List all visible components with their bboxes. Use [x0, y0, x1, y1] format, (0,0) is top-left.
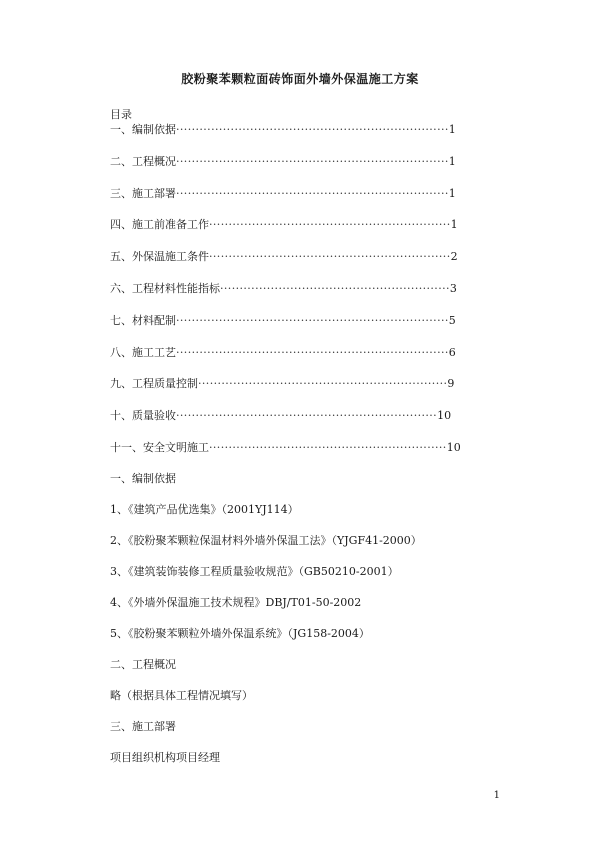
reference-item: 5、《胶粉聚苯颗粒外墙外保温系统》（JG158-2004）: [110, 627, 370, 640]
reference-item: 2、《胶粉聚苯颗粒保温材料外墙外保温工法》（YJGF41-2000）: [110, 534, 422, 547]
toc-entry-page: 1: [450, 218, 458, 232]
body-paragraph: 略（根据具体工程情况填写）: [110, 689, 253, 702]
section-heading: 三、施工部署: [110, 720, 176, 733]
toc-entry-page: 1: [448, 123, 456, 136]
toc-entry-page: 3: [449, 281, 457, 295]
toc-leader-dots: ······························································: [209, 250, 451, 264]
toc-entry: [110, 185, 456, 217]
toc-leader-dots: ·····························································: [209, 440, 447, 454]
toc-entry-label: 三、施工部署: [110, 186, 176, 200]
toc-entry: [110, 312, 456, 344]
toc-entry-label: 五、外保温施工条件: [110, 250, 209, 264]
toc-entry-page: 5: [448, 313, 456, 327]
toc-leader-dots: ······································································: [176, 186, 449, 200]
toc-entry-label: 二、工程概况: [110, 154, 176, 168]
toc-entry: [110, 153, 456, 185]
toc-entry-label: 九、工程质量控制: [110, 377, 198, 391]
toc-entry-label: 四、施工前准备工作: [110, 218, 209, 232]
toc-entry-page: 10: [437, 409, 452, 423]
reference-item: 3、《建筑装饰装修工程质量验收规范》（GB50210-2001）: [110, 565, 399, 578]
body-paragraph: 项目组织机构项目经理: [110, 751, 220, 764]
section-heading: 一、编制依据: [110, 472, 176, 485]
toc-entry-label: 六、工程材料性能指标: [110, 281, 220, 295]
toc-heading: 目录: [110, 108, 132, 121]
reference-item: 4、《外墙外保温施工技术规程》DBJ/T01-50-2002: [110, 596, 362, 609]
table-of-contents: [110, 121, 461, 471]
toc-entry-label: 一、编制依据: [110, 123, 176, 136]
toc-entry-page: 2: [450, 250, 458, 264]
toc-leader-dots: ······························································: [209, 218, 451, 232]
toc-entry-page: 1: [448, 154, 456, 168]
document-body: [110, 470, 530, 780]
toc-entry-label: 十、质量验收: [110, 409, 176, 423]
toc-entry: [110, 280, 457, 312]
toc-entry: [110, 248, 458, 280]
toc-entry: [110, 216, 458, 248]
toc-entry: [110, 407, 450, 439]
page-number: 1: [493, 790, 500, 801]
toc-entry: [110, 439, 461, 471]
toc-entry-label: 十一、安全文明施工: [110, 440, 209, 454]
toc-entry: [110, 344, 456, 376]
toc-leader-dots: ······································································: [176, 313, 449, 327]
toc-entry-page: 6: [448, 345, 456, 359]
section-heading: 二、工程概况: [110, 658, 176, 671]
toc-entry-label: 八、施工工艺: [110, 345, 176, 359]
reference-item: 1、《建筑产品优选集》（2001YJ114）: [110, 503, 299, 516]
toc-entry-page: 9: [447, 377, 455, 391]
toc-leader-dots: ······································································: [176, 123, 449, 136]
toc-leader-dots: ······································································: [176, 154, 449, 168]
toc-entry: [110, 375, 455, 407]
document-title: 胶粉聚苯颗粒面砖饰面外墙外保温施工方案: [181, 72, 419, 86]
toc-leader-dots: ······································································: [176, 345, 449, 359]
toc-entry-page: 1: [448, 186, 456, 200]
toc-entry-page: 10: [446, 440, 461, 454]
toc-leader-dots: ···································································: [176, 409, 438, 423]
toc-leader-dots: ································································: [198, 377, 448, 391]
toc-entry: [110, 121, 456, 153]
toc-entry-label: 七、材料配制: [110, 313, 176, 327]
toc-leader-dots: ···························································: [220, 281, 450, 295]
